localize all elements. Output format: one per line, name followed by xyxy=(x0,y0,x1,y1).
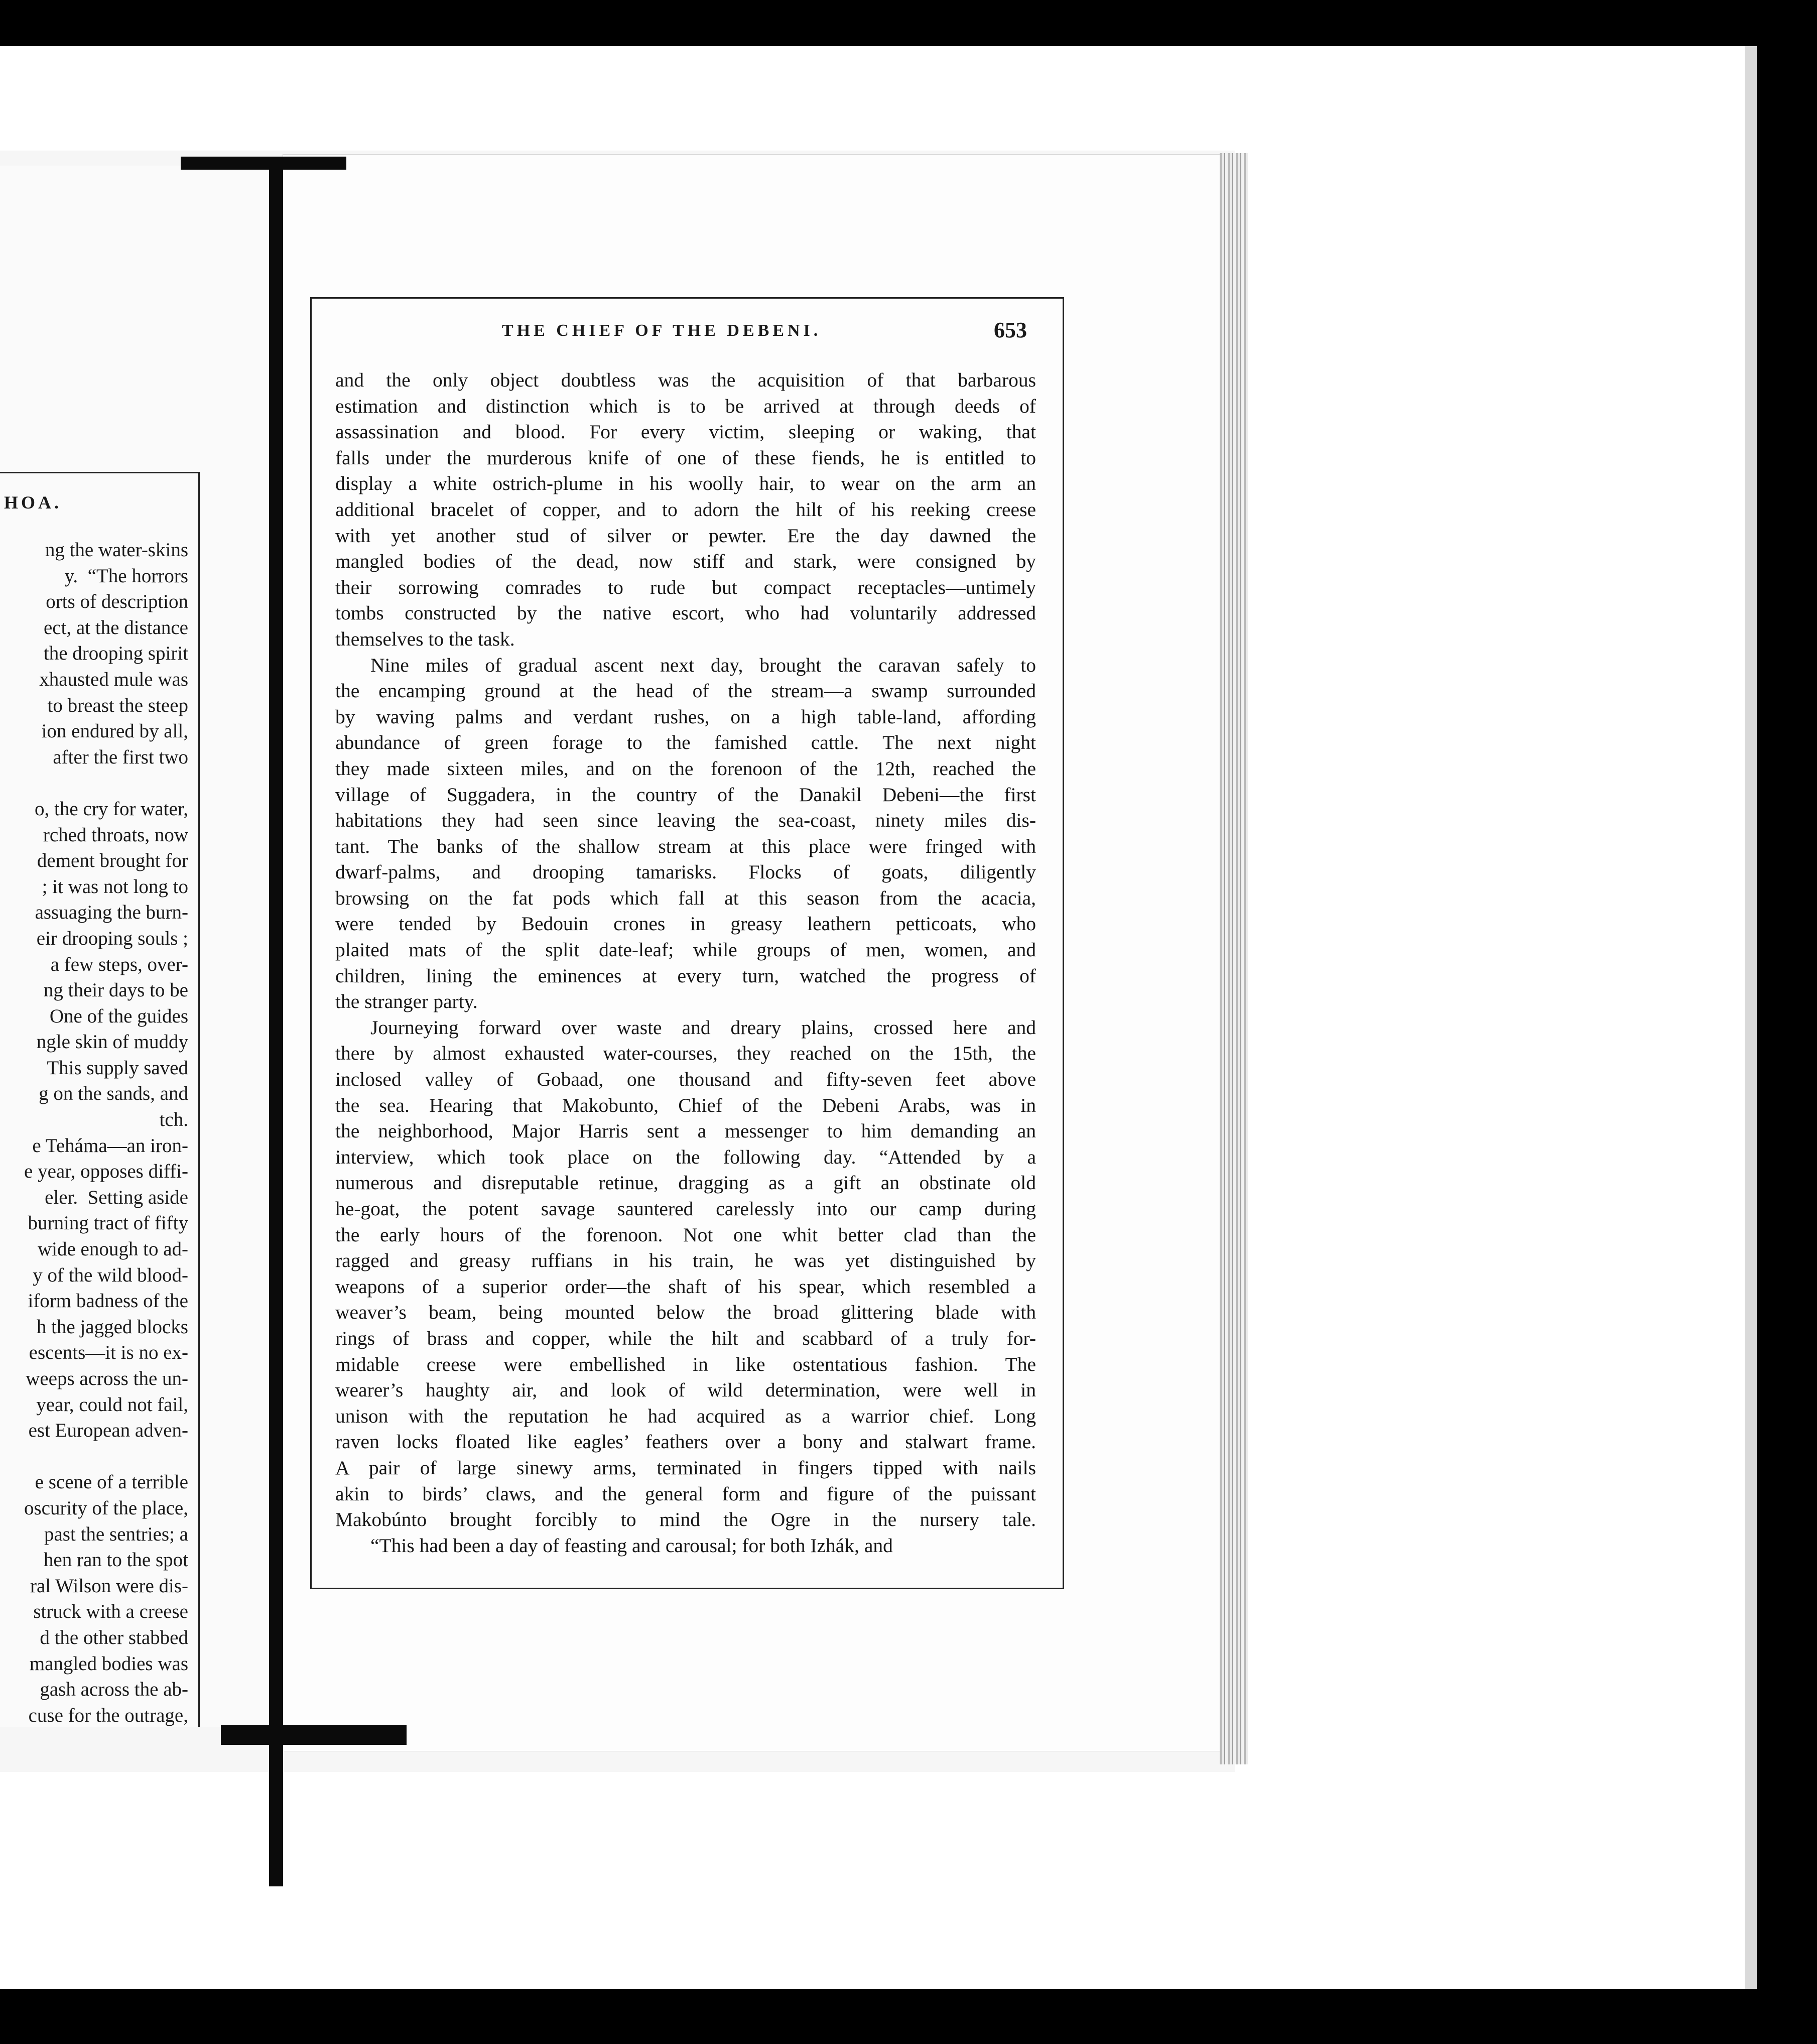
left-text-line: eir drooping souls ; xyxy=(36,927,188,949)
body-text-line: “This had been a day of feasting and carousal; for both Izhák, and xyxy=(370,1534,893,1557)
body-text-line: by waving palms and verdant rushes, on a high table-land, affording xyxy=(335,705,1036,728)
body-text-line: they made sixteen miles, and on the forenoon of the 12th, reached the xyxy=(335,757,1036,780)
left-text-line: o, the cry for water, xyxy=(35,798,188,820)
left-text-line: past the sentries; a xyxy=(44,1523,188,1545)
left-text-line: e scene of a terrible xyxy=(35,1471,188,1493)
body-text-line: Journeying forward over waste and dreary plains, crossed here and xyxy=(370,1016,1036,1039)
body-text-line: estimation and distinction which is to be arrived at through deeds of xyxy=(335,395,1036,417)
left-running-head: HOA. xyxy=(4,492,62,513)
body-text-line: assassination and blood. For every victim, sleeping or waking, that xyxy=(335,421,1036,443)
body-text-line: the neighborhood, Major Harris sent a messenger to him demanding an xyxy=(335,1120,1036,1142)
body-text-line: interview, which took place on the following day. “Attended by a xyxy=(335,1145,1036,1168)
left-text-line: ng their days to be xyxy=(43,979,188,1001)
body-text-line: mangled bodies of the dead, now stiff and stark, were consigned by xyxy=(335,550,1036,573)
body-text-line: display a white ostrich-plume in his woolly hair, to wear on the arm an xyxy=(335,472,1036,495)
body-text-line: habitations they had seen since leaving the sea-coast, ninety miles dis- xyxy=(335,809,1036,832)
left-text-line: year, could not fail, xyxy=(36,1393,188,1416)
body-text-line: rings of brass and copper, while the hilt and scabbard of a truly for- xyxy=(335,1327,1036,1349)
left-page xyxy=(0,166,281,1727)
left-text-line: cuse for the outrage, xyxy=(28,1704,188,1726)
left-text-line: e year, opposes diffi- xyxy=(24,1161,188,1183)
body-text-line: he-goat, the potent savage sauntered carelessly into our camp during xyxy=(335,1198,1036,1220)
left-text-line: gash across the ab- xyxy=(40,1679,188,1701)
body-text-line: dwarf-palms, and drooping tamarisks. Flocks of goats, diligently xyxy=(335,861,1036,883)
left-text-line: escents—it is no ex- xyxy=(29,1342,188,1364)
left-text-line: mangled bodies was xyxy=(29,1652,188,1675)
left-text-line xyxy=(0,1444,188,1470)
body-text-line: children, lining the eminences at every turn, watched the progress of xyxy=(335,964,1036,987)
body-text-line: the encamping ground at the head of the stream—a swamp surrounded xyxy=(335,680,1036,702)
body-text-line: tant. The banks of the shallow stream at this place were fringed with xyxy=(335,835,1036,857)
body-text-line: their sorrowing comrades to rude but compact receptacles—untimely xyxy=(335,576,1036,598)
body-text-line: plaited mats of the split date-leaf; while groups of men, women, and xyxy=(335,939,1036,961)
body-text-line: inclosed valley of Gobaad, one thousand and fifty-seven feet above xyxy=(335,1068,1036,1091)
left-text-line: dement brought for xyxy=(37,850,188,872)
left-text-line: ect, at the distance xyxy=(43,616,188,638)
left-text-line: tch. xyxy=(159,1109,188,1131)
page-edges xyxy=(1220,153,1248,1764)
body-text-line: weaver’s beam, being mounted below the broad glittering blade with xyxy=(335,1301,1036,1324)
left-text-line: e Teháma—an iron- xyxy=(32,1134,188,1157)
left-text-line: y of the wild blood- xyxy=(33,1264,188,1286)
left-text-line: struck with a creese xyxy=(33,1601,188,1623)
body-text-line: numerous and disreputable retinue, dragging as a gift an obstinate old xyxy=(335,1172,1036,1194)
body-text-line: the sea. Hearing that Makobunto, Chief of the Debeni Arabs, was in xyxy=(335,1094,1036,1116)
left-text-line: after the first two xyxy=(53,746,188,768)
running-head: THE CHIEF OF THE DEBENI. xyxy=(502,321,822,340)
body-text-line: were tended by Bedouin crones in greasy leathern petticoats, who xyxy=(335,913,1036,935)
left-text-line: This supply saved xyxy=(47,1057,188,1079)
left-text-line: ion endured by all, xyxy=(41,720,188,742)
left-text-line: eler. Setting aside xyxy=(45,1186,188,1208)
left-text-line: hen ran to the spot xyxy=(43,1549,188,1571)
body-text-line: weapons of a superior order—the shaft of his spear, which resembled a xyxy=(335,1275,1036,1298)
left-text-line: ngle skin of muddy xyxy=(36,1031,188,1053)
left-text-line: to breast the steep xyxy=(47,694,188,716)
body-text-line: Nine miles of gradual ascent next day, brought the caravan safely to xyxy=(370,654,1036,676)
body-text-line: unison with the reputation he had acquired as a warrior chief. Long xyxy=(335,1404,1036,1427)
left-text-line: d the other stabbed xyxy=(40,1626,188,1648)
body-text-line: raven locks floated like eagles’ feathers over a bony and stalwart frame. xyxy=(335,1431,1036,1453)
left-text-line: orts of description xyxy=(46,591,188,613)
body-text-line: tombs constructed by the native escort, who had voluntarily addressed xyxy=(335,602,1036,624)
body-text-line: browsing on the fat pods which fall at this season from the acacia, xyxy=(335,886,1036,909)
body-text-line: the early hours of the forenoon. Not one whit better clad than the xyxy=(335,1223,1036,1246)
body-text-line: Makobúnto brought forcibly to mind the Ogre in the nursery tale. xyxy=(335,1508,1036,1531)
left-text-line: assuaging the burn- xyxy=(35,902,188,924)
left-text-line: ; it was not long to xyxy=(42,875,188,898)
gutter-top-band xyxy=(181,157,346,170)
left-text-line: y. “The horrors xyxy=(64,565,188,587)
left-text-line: ral Wilson were dis- xyxy=(30,1575,188,1597)
body-text-line: and the only object doubtless was the acquisition of that barbarous xyxy=(335,369,1036,391)
left-text-line: a few steps, over- xyxy=(50,953,188,975)
left-text-line: One of the guides xyxy=(49,1005,188,1027)
body-text-line: village of Suggadera, in the country of the Danakil Debeni—the first xyxy=(335,783,1036,806)
left-text-line xyxy=(0,770,188,796)
body-text-line: abundance of green forage to the famished cattle. The next night xyxy=(335,731,1036,754)
left-text-line: est European adven- xyxy=(28,1420,188,1442)
body-text-line: akin to birds’ claws, and the general form and figure of the puissant xyxy=(335,1482,1036,1505)
left-page-text xyxy=(0,537,188,1727)
right-page-text xyxy=(335,367,1036,1559)
book-gutter xyxy=(269,160,283,1886)
left-text-line: xhausted mule was xyxy=(39,668,188,690)
scan-edge xyxy=(1745,46,1757,1989)
left-text-line: h the jagged blocks xyxy=(36,1316,188,1338)
page-number: 653 xyxy=(994,318,1027,342)
body-text-line: themselves to the task. xyxy=(335,627,515,650)
body-text-line: additional bracelet of copper, and to adorn the hilt of his reeking creese xyxy=(335,498,1036,521)
left-text-line: burning tract of fifty xyxy=(28,1212,188,1234)
left-text-line: rched throats, now xyxy=(43,824,188,846)
left-text-line: oscurity of the place, xyxy=(24,1497,188,1519)
body-text-line: ragged and greasy ruffians in his train, he was yet distinguished by xyxy=(335,1249,1036,1272)
body-text-line: midable creese were embellished in like ostentatious fashion. The xyxy=(335,1353,1036,1375)
left-text-line: wide enough to ad- xyxy=(37,1238,188,1260)
gutter-bottom-band xyxy=(221,1725,407,1745)
left-text-line: iform badness of the xyxy=(28,1290,188,1312)
body-text-line: the stranger party. xyxy=(335,990,478,1013)
body-text-line: with yet another stud of silver or pewter. Ere the day dawned the xyxy=(335,524,1036,547)
left-text-line: ng the water-skins xyxy=(45,539,188,561)
body-text-line: wearer’s haughty air, and look of wild determination, were well in xyxy=(335,1379,1036,1401)
left-text-line: g on the sands, and xyxy=(39,1083,188,1105)
left-text-line: weeps across the un- xyxy=(26,1368,188,1389)
body-text-line: A pair of large sinewy arms, terminated in fingers tipped with nails xyxy=(335,1456,1036,1479)
body-text-line: falls under the murderous knife of one of these fiends, he is entitled to xyxy=(335,446,1036,469)
left-text-line: the drooping spirit xyxy=(43,643,188,665)
body-text-line: there by almost exhausted water-courses, they reached on the 15th, the xyxy=(335,1042,1036,1065)
